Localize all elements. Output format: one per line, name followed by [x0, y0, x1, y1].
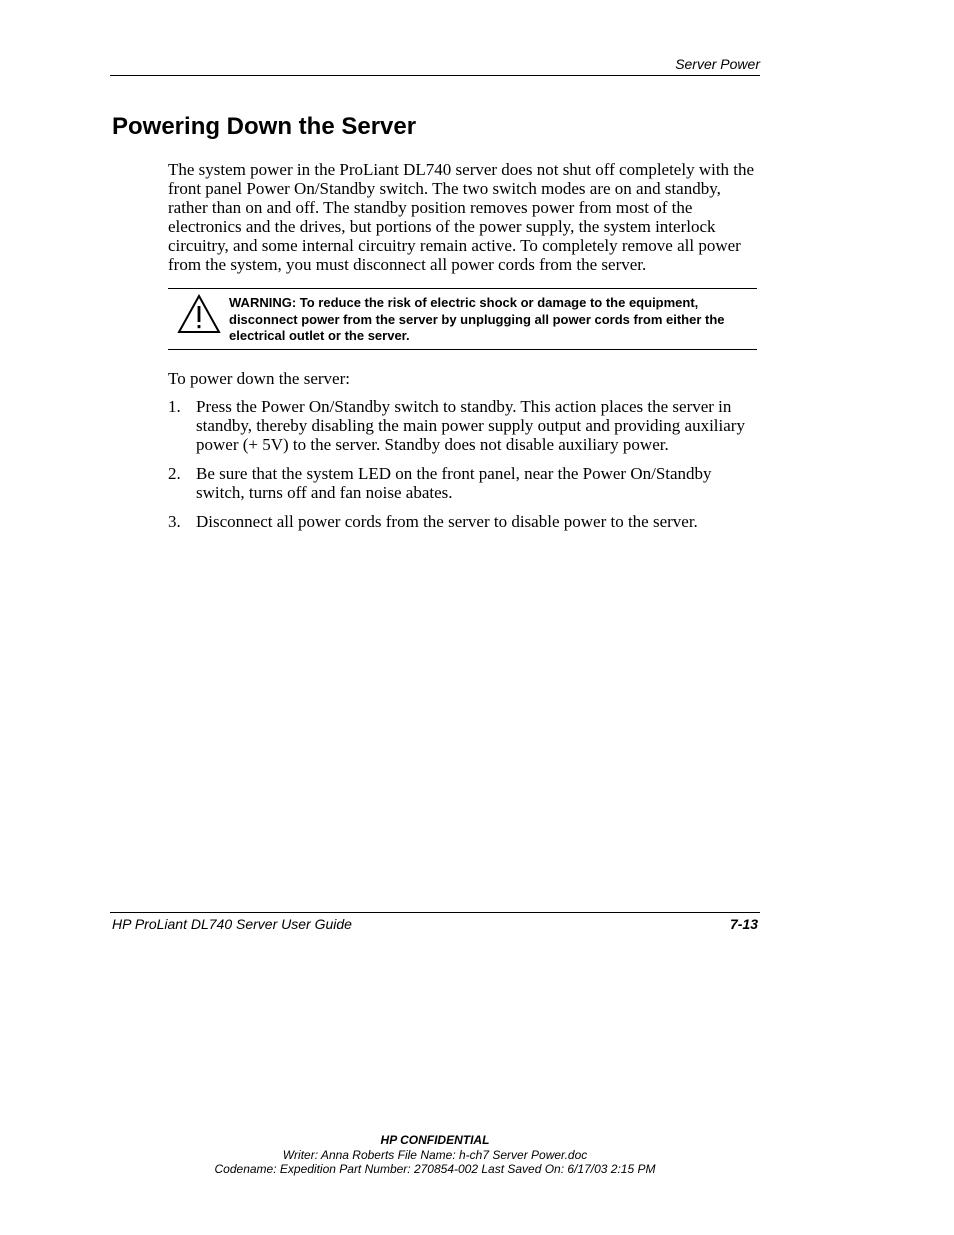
- confidential-writer-line: Writer: Anna Roberts File Name: h-ch7 Server Power.doc: [282, 1147, 588, 1162]
- step-number: 3.: [168, 512, 181, 531]
- step-number: 2.: [168, 464, 181, 483]
- warning-triangle-icon: [177, 294, 221, 334]
- confidential-codename-line: Codename: Expedition Part Number: 270854-002 Last Saved On: 6/17/03 2:15 PM: [214, 1162, 656, 1176]
- procedure-intro: To power down the server:: [168, 369, 350, 388]
- step-number: 1.: [168, 397, 181, 416]
- footer-page-number: 7-13: [729, 916, 758, 932]
- step-item: [168, 464, 760, 502]
- procedure-steps: [168, 397, 760, 541]
- warning-text: WARNING: To reduce the risk of electric shock or damage to the equipment, disconnect power from the server by unplugging all power cords from either the electrical outlet or the server.: [229, 295, 725, 343]
- footer-book-title: HP ProLiant DL740 Server User Guide: [112, 916, 352, 932]
- header-section-title: Server Power: [675, 56, 760, 72]
- page-title: Powering Down the Server: [112, 113, 417, 140]
- running-header: [110, 55, 760, 76]
- confidential-notice: [0, 1133, 870, 1177]
- confidential-title: HP CONFIDENTIAL: [380, 1133, 490, 1147]
- step-text: Disconnect all power cords from the server to disable power to the server.: [196, 512, 698, 531]
- step-text: Be sure that the system LED on the front panel, near the Power On/Standby switch, turns off and fan noise abates.: [196, 464, 712, 502]
- running-footer: [110, 912, 760, 933]
- step-item: [168, 512, 760, 531]
- step-text: Press the Power On/Standby switch to standby. This action places the server in standby, thereby disabling the main power supply output and providing auxiliary power (+ 5V) to the server. Standby does not disable auxiliary power.: [196, 397, 745, 454]
- intro-paragraph: The system power in the ProLiant DL740 server does not shut off completely with the front panel Power On/Standby switch. The two switch modes are on and standby, rather than on and off. The standby position removes power from most of the electronics and the drives, but portions of the power supply, the system interlock circuitry, and some internal circuitry remain active. To completely remove all power from the system, you must disconnect all power cords from the server.: [168, 160, 755, 274]
- warning-box: [168, 288, 757, 350]
- step-item: [168, 397, 760, 454]
